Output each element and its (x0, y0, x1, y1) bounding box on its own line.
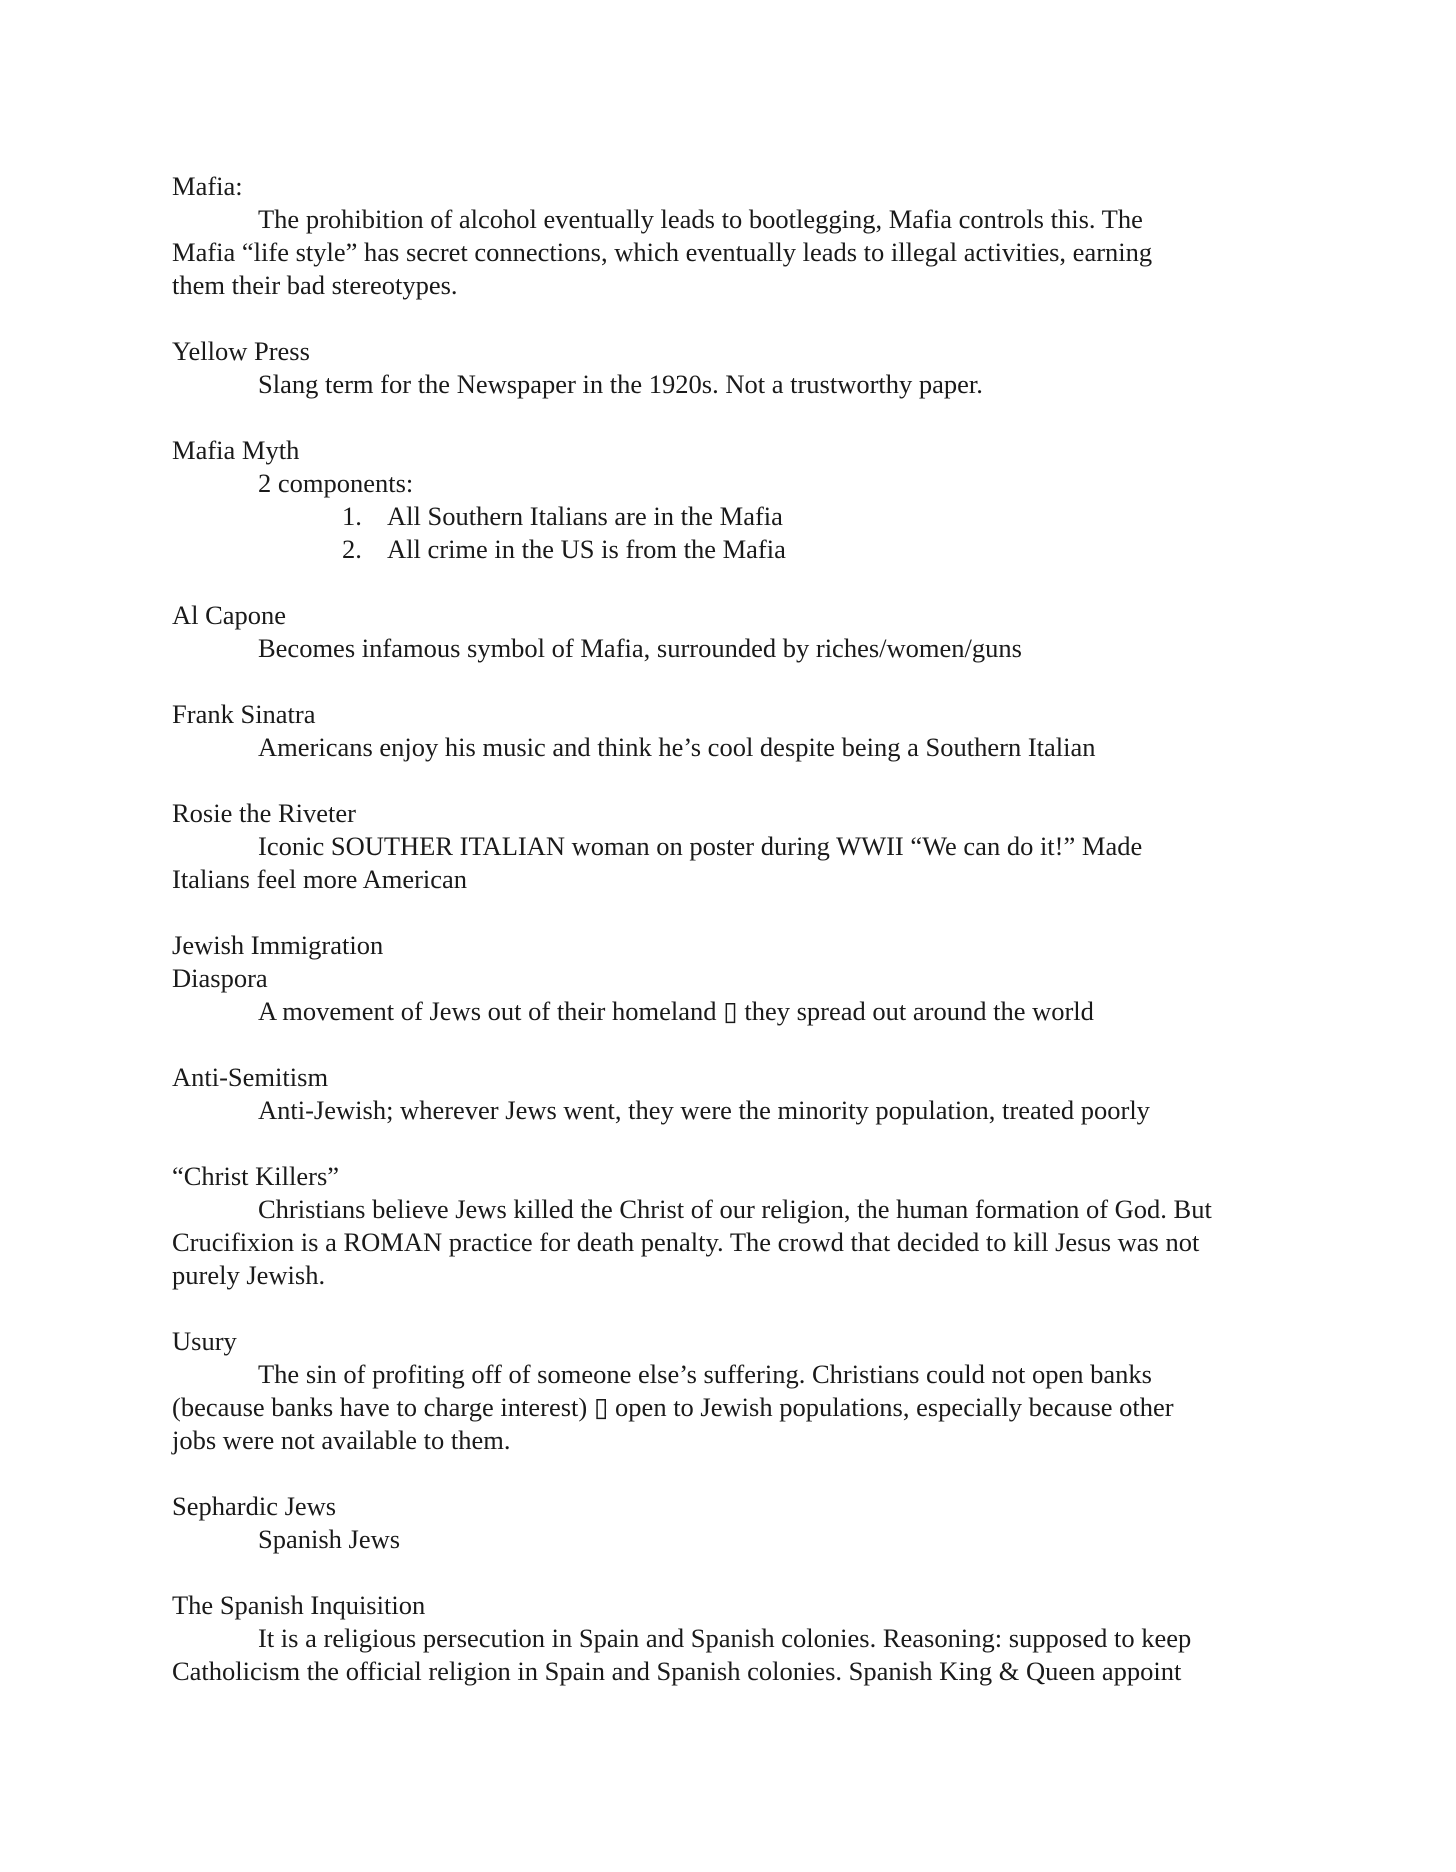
term-heading: The Spanish Inquisition (172, 1590, 426, 1620)
section-heading: Jewish Immigration (172, 930, 384, 960)
definition-text: Anti-Jewish; wherever Jews went, they were the minority population, treated poorly (258, 1095, 1150, 1125)
definition-text: Americans enjoy his music and think he’s cool despite being a Southern Italian (258, 732, 1096, 762)
term-heading: Al Capone (172, 600, 287, 630)
definition-text: Crucifixion is a ROMAN practice for death penalty. The crowd that decided to kill Jesus was not (172, 1227, 1200, 1257)
spacer (172, 1127, 1302, 1160)
term-heading: Anti-Semitism (172, 1062, 329, 1092)
definition-text: Iconic SOUTHER ITALIAN woman on poster during WWII “We can do it!” Made (258, 831, 1143, 861)
definition-text: A movement of Jews out of their homeland ▯ they spread out around the world (258, 996, 1094, 1026)
spacer (172, 566, 1302, 599)
list-item (172, 500, 1302, 533)
definition-text: Christians believe Jews killed the Christ of our religion, the human formation of God. But (258, 1194, 1212, 1224)
term-heading: Mafia: (172, 171, 243, 201)
definition-text: Becomes infamous symbol of Mafia, surrounded by riches/women/guns (258, 633, 1022, 663)
spacer (172, 1556, 1302, 1589)
term-heading: Rosie the Riveter (172, 798, 356, 828)
definition-text: jobs were not available to them. (172, 1425, 511, 1455)
definition-text: The prohibition of alcohol eventually leads to bootlegging, Mafia controls this. The (258, 204, 1143, 234)
spacer (172, 1457, 1302, 1490)
spacer (172, 1028, 1302, 1061)
list-item-text: All crime in the US is from the Mafia (387, 534, 786, 564)
definition-text: 2 components: (258, 468, 414, 498)
term-heading: Usury (172, 1326, 237, 1356)
spacer (172, 401, 1302, 434)
definition-text: Italians feel more American (172, 864, 468, 894)
definition-text: them their bad stereotypes. (172, 270, 458, 300)
list-item-text: All Southern Italians are in the Mafia (387, 501, 783, 531)
spacer (172, 665, 1302, 698)
term-heading: Mafia Myth (172, 435, 300, 465)
term-heading: Frank Sinatra (172, 699, 316, 729)
definition-text: It is a religious persecution in Spain and Spanish colonies. Reasoning: supposed to keep (258, 1623, 1192, 1653)
list-item (172, 533, 1302, 566)
definition-text: Mafia “life style” has secret connections, which eventually leads to illegal activities, earning (172, 237, 1153, 267)
definition-text: (because banks have to charge interest) ▯ open to Jewish populations, especially because other (172, 1392, 1174, 1422)
definition-text: Catholicism the official religion in Spain and Spanish colonies. Spanish King & Queen appoint (172, 1656, 1182, 1686)
list-item-number: 2. (342, 534, 362, 564)
spacer (172, 764, 1302, 797)
definition-text: Slang term for the Newspaper in the 1920s. Not a trustworthy paper. (258, 369, 983, 399)
definition-text: purely Jewish. (172, 1260, 326, 1290)
spacer (172, 302, 1302, 335)
definition-text: The sin of profiting off of someone else’s suffering. Christians could not open banks (258, 1359, 1152, 1389)
spacer (172, 1292, 1302, 1325)
document-body (172, 170, 1302, 1688)
definition-text: Spanish Jews (258, 1524, 401, 1554)
spacer (172, 896, 1302, 929)
term-heading: Yellow Press (172, 336, 310, 366)
term-heading: Diaspora (172, 963, 268, 993)
term-heading: “Christ Killers” (172, 1161, 340, 1191)
list-item-number: 1. (342, 501, 362, 531)
term-heading: Sephardic Jews (172, 1491, 337, 1521)
